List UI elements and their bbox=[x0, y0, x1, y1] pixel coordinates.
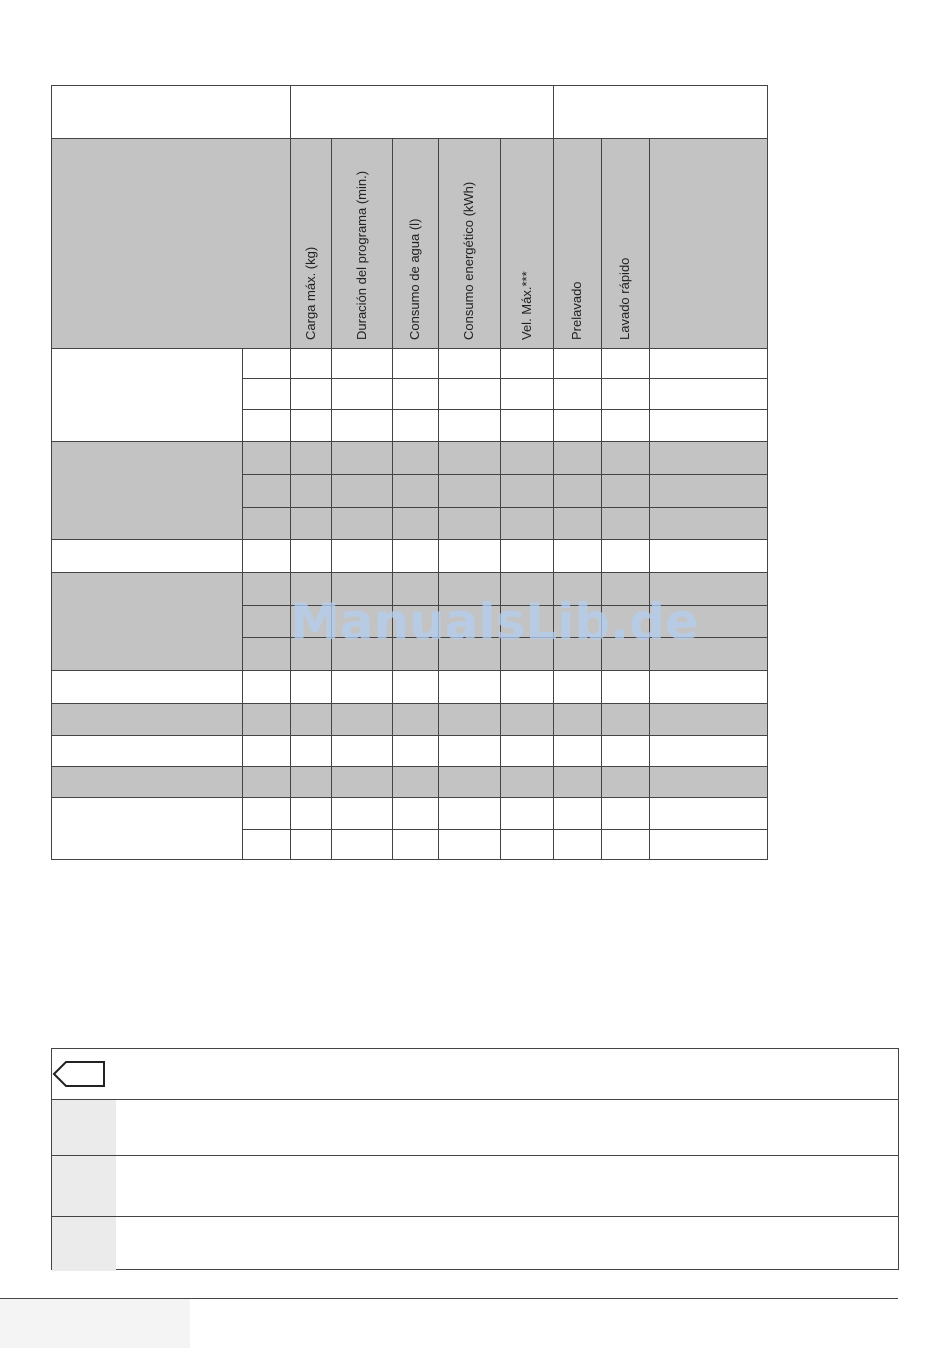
table-rule bbox=[51, 348, 768, 349]
table-row-group-shade bbox=[51, 441, 767, 539]
table-rule bbox=[51, 797, 768, 798]
note-text bbox=[124, 1049, 890, 1099]
table-row-group-shade bbox=[51, 703, 767, 735]
table-rule bbox=[242, 605, 768, 606]
column-header bbox=[601, 138, 649, 348]
note-marker bbox=[52, 1217, 116, 1271]
table-rule bbox=[51, 441, 768, 442]
table-rule bbox=[242, 474, 768, 475]
note-text bbox=[124, 1100, 890, 1155]
note-marker bbox=[52, 1156, 116, 1216]
table-rule bbox=[51, 859, 768, 860]
column-header bbox=[438, 138, 500, 348]
column-header bbox=[649, 138, 767, 348]
table-rule bbox=[242, 637, 768, 638]
table-row-group-shade bbox=[51, 766, 767, 797]
notes-box bbox=[51, 1048, 899, 1270]
table-rule bbox=[51, 703, 768, 704]
watermark: ManualsLib.de bbox=[290, 593, 699, 651]
note-text bbox=[124, 1217, 890, 1271]
table-rule bbox=[242, 829, 768, 830]
note-row bbox=[52, 1099, 898, 1155]
column-header bbox=[553, 138, 601, 348]
table-rule bbox=[51, 735, 768, 736]
note-row bbox=[52, 1216, 898, 1271]
note-row bbox=[52, 1155, 898, 1216]
column-header bbox=[500, 138, 553, 348]
table-rule bbox=[767, 85, 768, 860]
table-row-group-shade bbox=[51, 572, 767, 670]
table-rule bbox=[242, 507, 768, 508]
table-rule bbox=[51, 85, 768, 86]
column-header-label: Carga máx. (kg) bbox=[302, 246, 318, 340]
note-marker bbox=[52, 1100, 116, 1155]
column-header bbox=[392, 138, 438, 348]
column-header-label: Consumo energético (kWh) bbox=[461, 181, 476, 340]
column-header-label: Consumo de agua (l) bbox=[407, 218, 422, 340]
note-row bbox=[52, 1049, 898, 1099]
tag-icon bbox=[52, 1057, 108, 1091]
note-text bbox=[124, 1156, 890, 1216]
table-rule bbox=[51, 670, 768, 671]
table-rule bbox=[242, 348, 243, 860]
column-header bbox=[331, 138, 392, 348]
column-header-label: Lavado rápido bbox=[617, 257, 632, 340]
column-header-label: Duración del programa (min.) bbox=[353, 170, 369, 340]
table-rule bbox=[51, 85, 52, 860]
footer-page-box bbox=[0, 1299, 190, 1348]
table-rule bbox=[51, 572, 768, 573]
column-header-label: Prelavado bbox=[569, 281, 584, 340]
column-header-label: Vel. Máx.*** bbox=[518, 271, 534, 340]
column-header bbox=[290, 138, 331, 348]
table-rule bbox=[51, 766, 768, 767]
table-rule bbox=[242, 378, 768, 379]
table-rule bbox=[242, 409, 768, 410]
table-rule bbox=[51, 539, 768, 540]
